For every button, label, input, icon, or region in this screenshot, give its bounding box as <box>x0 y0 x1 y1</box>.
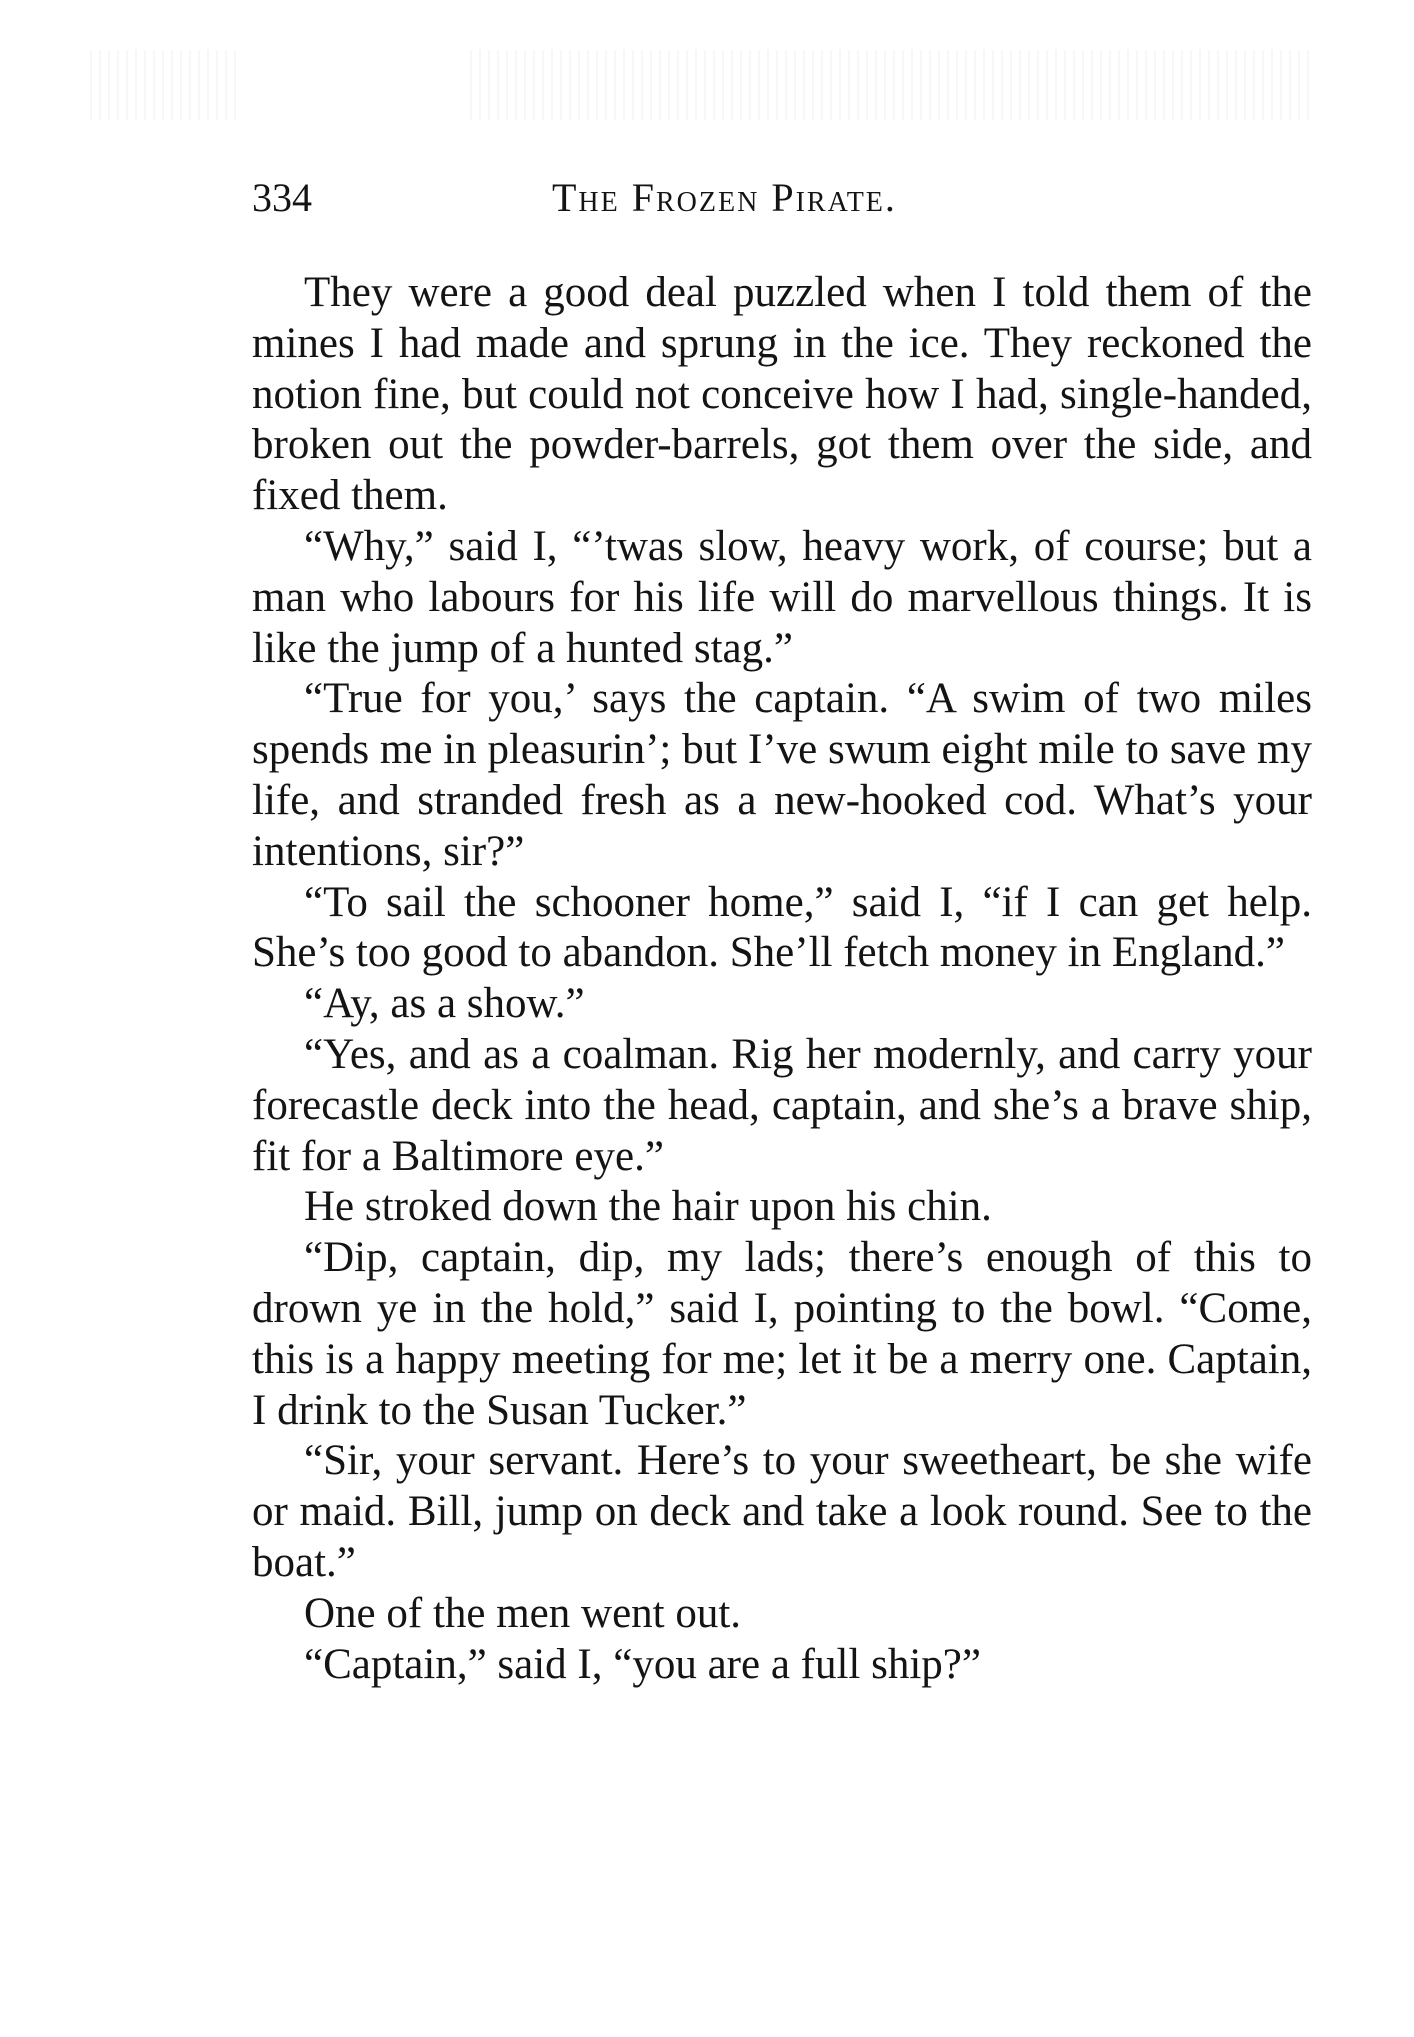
paragraph: “Sir, your servant. Here’s to your sweetheart, be she wife or maid. Bill, jump on deck and take a look round. See to the boat.” <box>252 1437 1312 1586</box>
paragraph: “Yes, and as a coalman. Rig her modernly, and carry your forecastle deck into the head, captain, and she’s a brave ship, fit for a Baltimore eye.” <box>252 1030 1312 1180</box>
paragraph: “Dip, captain, dip, my lads; there’s enough of this to drown ye in the hold,” said I, pointing to the bowl. “Come, this is a happy meeting for me; let it be a merry one. Captain, I drink to the Susan Tucker.” <box>252 1234 1312 1434</box>
page-header <box>252 170 1312 230</box>
paragraph: He stroked down the hair upon his chin. <box>304 1183 992 1231</box>
paragraph: “Why,” said I, “’twas slow, heavy work, of course; but a man who labours for his life will do marvellous things. It is like the jump of a hunted stag.” <box>252 522 1312 672</box>
paragraph: “To sail the schooner home,” said I, “if I can get help. She’s too good to abandon. She’ll fetch money in England.” <box>252 878 1312 977</box>
paragraph: They were a good deal puzzled when I told them of the mines I had made and sprung in the ice. They reckoned the notion fine, but could not conceive how I had, single-handed, broken out the powder-barrels, got them over the side, and fixed them. <box>252 269 1312 520</box>
page-number: 334 <box>252 175 312 220</box>
paragraph: “Captain,” said I, “you are a full ship?” <box>304 1640 981 1688</box>
paragraph: “Ay, as a show.” <box>304 980 585 1028</box>
body-text <box>252 268 1312 1690</box>
paragraph: One of the men went out. <box>304 1589 742 1637</box>
paragraph: “True for you,’ says the captain. “A swim of two miles spends me in pleasurin’; but I’ve swum eight mile to save my life, and stranded fresh as a new-hooked cod. What’s your intentions, sir?” <box>252 675 1312 875</box>
scan-speckle-right <box>470 50 1310 120</box>
scan-speckle-left <box>90 50 240 120</box>
running-head: The Frozen Pirate. <box>552 175 897 220</box>
